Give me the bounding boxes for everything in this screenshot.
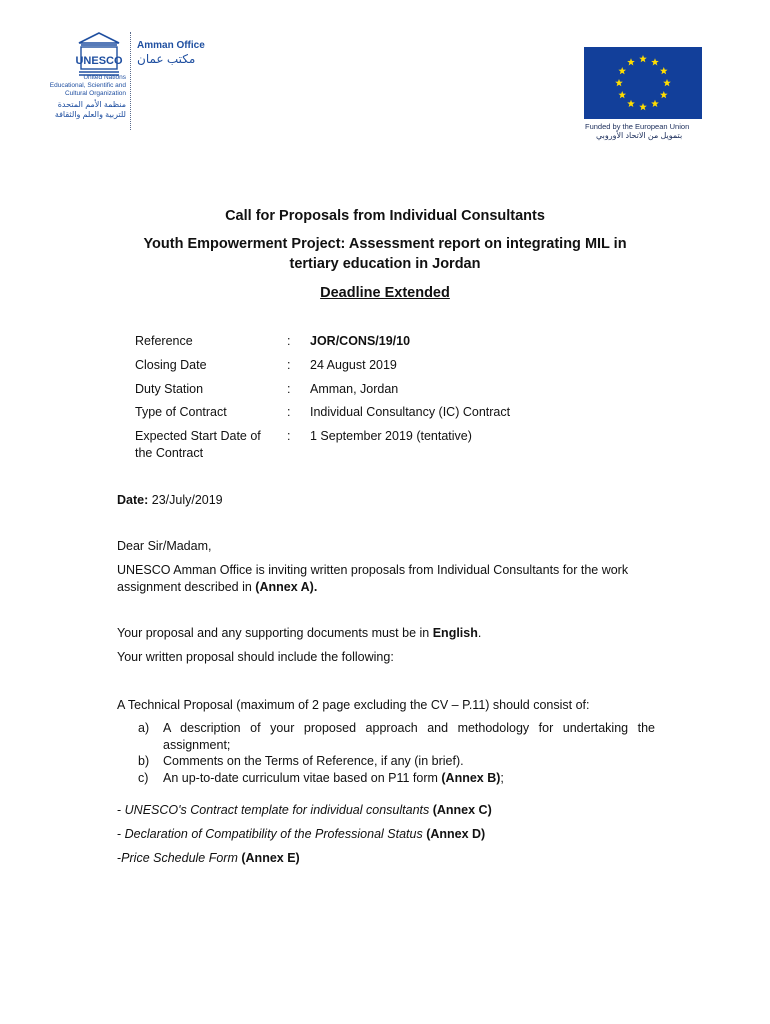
unesco-logo xyxy=(50,28,210,132)
eu-star-icon xyxy=(660,67,668,74)
eu-caption-en: Funded by the European Union xyxy=(585,122,690,131)
eu-star-icon xyxy=(618,91,626,98)
eu-stars-icon xyxy=(584,47,702,119)
annex-item: - UNESCO's Contract template for individual consultants (Annex C) xyxy=(117,803,492,817)
document-subtitle: Youth Empowerment Project: Assessment report on integrating MIL in tertiary education in Jordan xyxy=(143,236,627,272)
include-statement: Your written proposal should include the following: xyxy=(117,650,394,664)
deadline-notice: Deadline Extended xyxy=(320,285,450,301)
salutation: Dear Sir/Madam, xyxy=(117,539,212,553)
unesco-temple-icon xyxy=(75,32,123,78)
annex-item: -Price Schedule Form (Annex E) xyxy=(117,851,300,865)
office-name-ar: مكتب عمان xyxy=(137,52,196,66)
eu-caption-ar: بتمويل من الاتحاد الأوروبي xyxy=(596,131,683,140)
eu-star-icon xyxy=(663,79,671,86)
document-date: Date: 23/July/2019 xyxy=(117,493,223,507)
document-title: Call for Proposals from Individual Consultants xyxy=(225,208,545,224)
eu-flag xyxy=(584,47,702,119)
eu-star-icon xyxy=(639,103,647,110)
eu-star-icon xyxy=(618,67,626,74)
office-name-en: Amman Office xyxy=(137,40,205,51)
annex-item: - Declaration of Compatibility of the Professional Status (Annex D) xyxy=(117,827,486,841)
eu-star-icon xyxy=(660,91,668,98)
eu-star-icon xyxy=(627,58,635,65)
eu-star-icon xyxy=(651,58,659,65)
unesco-wordmark: UNESCO xyxy=(75,55,123,67)
language-requirement: Your proposal and any supporting documents must be in English. xyxy=(117,626,482,640)
technical-proposal: A Technical Proposal (maximum of 2 page excluding the CV – P.11) should consist of: xyxy=(117,698,590,712)
eu-star-icon xyxy=(639,55,647,62)
unesco-divider xyxy=(130,32,131,130)
eu-star-icon xyxy=(627,100,635,107)
org-name-en: United Nations Educational, Scientific and Cultural Organization xyxy=(49,74,126,97)
eu-star-icon xyxy=(615,79,623,86)
org-name-ar: منظمة الأمم المتحدة للتربية والعلم والثقافة xyxy=(54,100,126,119)
eu-star-icon xyxy=(651,100,659,107)
intro-paragraph: UNESCO Amman Office is inviting written proposals from Individual Consultants for the work assignment described in (Annex A). xyxy=(117,563,629,594)
